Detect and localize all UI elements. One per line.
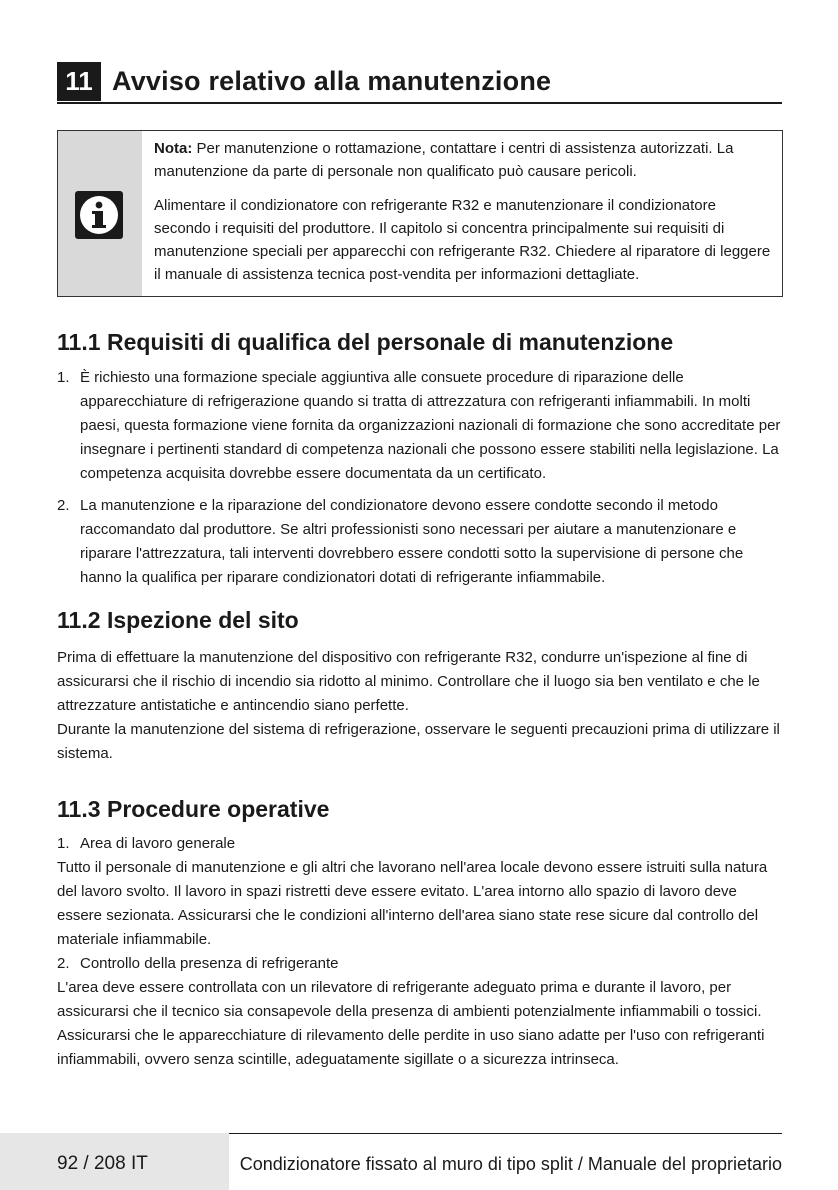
site-inspection-paragraph-1: Prima di effettuare la manutenzione del dispositivo con refrigerante R32, condurre un'ispezione al fine di assicurarsi che il rischio di incendio sia ridotto al minimo. Controllare che il luogo sia ben ventilato e che le attrezzature antistatiche e antincendio siano perfette.	[57, 649, 760, 714]
note-text-1: Per manutenzione o rottamazione, contattare i centri di assistenza autorizzati. La manutenzione da parte di personale non qualificato può causare pericoli.	[154, 140, 734, 180]
chapter-number: 11	[57, 62, 101, 101]
list-item-text: La manutenzione e la riparazione del condizionatore devono essere condotte secondo il metodo raccomandato dal produttore. Se altri professionisti sono necessari per aiutare a manutenzionare e riparare l'attrezzatura, tali interventi dovrebbero essere condotti sotto la supervisione di persone che hanno la qualifica per riparare condizionatori dotati di refrigerante infiammabile.	[80, 497, 744, 586]
note-paragraph-1	[154, 137, 772, 183]
list-item	[57, 494, 782, 590]
section-title: Ispezione del sito	[107, 607, 299, 633]
section-heading-11-2	[57, 605, 299, 635]
step-label: Area di lavoro generale	[80, 835, 236, 852]
section-title: Requisiti di qualifica del personale di manutenzione	[107, 329, 674, 355]
procedure-step-2	[57, 952, 782, 976]
section-heading-11-3	[57, 794, 329, 824]
list-item-number: 2.	[57, 497, 70, 514]
section-11-3-body	[57, 832, 782, 1072]
section-11-1-body	[57, 366, 782, 598]
qualification-list	[57, 366, 782, 590]
step-number: 2.	[57, 955, 70, 972]
footer-divider	[229, 1133, 782, 1134]
info-icon	[75, 191, 123, 239]
procedure-step-1	[57, 832, 782, 856]
list-item	[57, 366, 782, 486]
general-work-area-paragraph: Tutto il personale di manutenzione e gli altri che lavorano nell'area locale devono essere istruiti sulla natura del lavoro svolto. Il lavoro in spazi ristretti deve essere evitato. L'area intorno allo spazio di lavoro deve essere sezionata. Assicurarsi che le condizioni all'interno dell'area siano state rese sicure dal controllo del materiale infiammabile.	[57, 859, 768, 948]
document-title: Condizionatore fissato al muro di tipo split / Manuale del proprietario	[239, 1154, 782, 1174]
note-label: Nota:	[154, 140, 193, 157]
step-label: Controllo della presenza di refrigerante	[80, 955, 339, 972]
section-number: 11.2	[57, 607, 101, 633]
section-number: 11.3	[57, 796, 101, 822]
note-icon-column	[58, 131, 142, 296]
step-number: 1.	[57, 835, 70, 852]
note-paragraph-2: Alimentare il condizionatore con refrigerante R32 e manutenzionare il condizionatore secondo i requisiti del produttore. Il capitolo si concentra principalmente sui requisiti di manutenzione speciali per apparecchi con refrigerante R32. Chiedere al riparatore di leggere il manuale di assistenza tecnica post-vendita per informazioni dettagliate.	[154, 197, 771, 283]
refrigerant-check-paragraph: L'area deve essere controllata con un rilevatore di refrigerante adeguato prima e durante il lavoro, per assicurarsi che il tecnico sia consapevole della presenza di ambienti potenzialmente infiammabili o tossici. Assicurarsi che le apparecchiature di rilevamento delle perdite in uso siano adatte per l'uso con refrigeranti infiammabili, ovvero senza scintille, adeguatamente sigillate o a sicurezza intrinseca.	[57, 979, 765, 1068]
section-11-2-body	[57, 646, 782, 766]
note-box	[57, 130, 783, 297]
list-item-text: È richiesto una formazione speciale aggiuntiva alle consuete procedure di riparazione delle apparecchiature di refrigerazione quando si tratta di attrezzatura con refrigeranti infiammabili. In molti paesi, questa formazione viene fornita da organizzazioni nazionali di formazione che sono accreditate per insegnare i pertinenti standard di competenza nazionali che possono essere stabiliti nella legislazione. La competenza acquisita dovrebbe essere documentata da un certificato.	[80, 369, 781, 482]
note-text	[154, 137, 772, 297]
page-footer	[0, 1133, 838, 1190]
list-item-number: 1.	[57, 369, 70, 386]
section-heading-11-1	[57, 327, 673, 357]
chapter-heading	[57, 60, 782, 104]
page-number: 92 / 208 IT	[57, 1153, 148, 1174]
section-title: Procedure operative	[107, 796, 330, 822]
chapter-title: Avviso relativo alla manutenzione	[112, 66, 552, 96]
section-number: 11.1	[57, 329, 101, 355]
site-inspection-paragraph-2: Durante la manutenzione del sistema di refrigerazione, osservare le seguenti precauzioni prima di utilizzare il sistema.	[57, 721, 780, 762]
